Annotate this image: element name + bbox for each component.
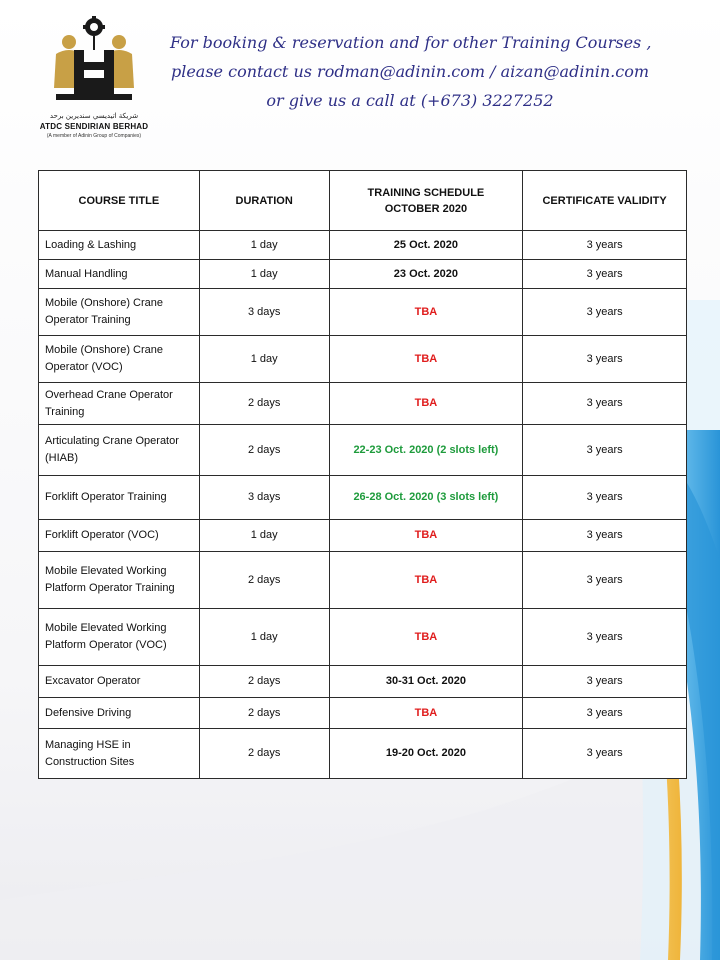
schedule-cell: 25 Oct. 2020 xyxy=(329,231,523,260)
duration-cell: 2 days xyxy=(199,666,329,698)
course-title-cell: Mobile Elevated Working Platform Operator (VOC) xyxy=(39,609,200,666)
duration-cell: 3 days xyxy=(199,476,329,520)
duration-cell: 2 days xyxy=(199,729,329,779)
validity-cell: 3 years xyxy=(523,336,687,383)
table-header-row xyxy=(39,171,687,231)
table-row xyxy=(39,666,687,698)
course-title-cell: Mobile (Onshore) Crane Operator (VOC) xyxy=(39,336,200,383)
validity-cell: 3 years xyxy=(523,666,687,698)
duration-cell: 1 day xyxy=(199,260,329,289)
validity-cell: 3 years xyxy=(523,425,687,476)
table-row xyxy=(39,698,687,729)
duration-cell: 1 day xyxy=(199,336,329,383)
table-row xyxy=(39,336,687,383)
course-title-cell: Forklift Operator (VOC) xyxy=(39,520,200,552)
validity-cell: 3 years xyxy=(523,289,687,336)
schedule-cell: 19-20 Oct. 2020 xyxy=(329,729,523,779)
schedule-cell: TBA xyxy=(329,289,523,336)
table-body xyxy=(39,231,687,779)
contact-line-1: For booking & reservation and for other Training Courses , xyxy=(170,33,652,52)
validity-cell: 3 years xyxy=(523,476,687,520)
contact-info xyxy=(170,28,650,115)
validity-cell: 3 years xyxy=(523,729,687,779)
course-schedule-table xyxy=(38,170,687,779)
schedule-cell: TBA xyxy=(329,609,523,666)
duration-cell: 1 day xyxy=(199,520,329,552)
schedule-cell: 26-28 Oct. 2020 (3 slots left) xyxy=(329,476,523,520)
logo-company-name: ATDC SENDIRIAN BERHAD xyxy=(39,122,149,131)
course-title-cell: Forklift Operator Training xyxy=(39,476,200,520)
course-title-cell: Articulating Crane Operator (HIAB) xyxy=(39,425,200,476)
course-title-cell: Overhead Crane Operator Training xyxy=(39,383,200,425)
logo-arabic-text: شريكة اتيديسي سنديرين برحد xyxy=(49,112,139,120)
table-row xyxy=(39,520,687,552)
schedule-cell: TBA xyxy=(329,520,523,552)
validity-cell: 3 years xyxy=(523,552,687,609)
duration-cell: 3 days xyxy=(199,289,329,336)
duration-cell: 2 days xyxy=(199,698,329,729)
validity-cell: 3 years xyxy=(523,260,687,289)
course-title-cell: Mobile Elevated Working Platform Operator Training xyxy=(39,552,200,609)
course-title-cell: Managing HSE in Construction Sites xyxy=(39,729,200,779)
course-title-cell: Loading & Lashing xyxy=(39,231,200,260)
validity-cell: 3 years xyxy=(523,231,687,260)
duration-cell: 1 day xyxy=(199,231,329,260)
duration-cell: 1 day xyxy=(199,609,329,666)
table-row xyxy=(39,476,687,520)
schedule-cell: TBA xyxy=(329,552,523,609)
table-row xyxy=(39,260,687,289)
validity-cell: 3 years xyxy=(523,383,687,425)
table-row xyxy=(39,383,687,425)
validity-cell: 3 years xyxy=(523,698,687,729)
duration-cell: 2 days xyxy=(199,552,329,609)
validity-cell: 3 years xyxy=(523,609,687,666)
contact-line-2: please contact us rodman@adinin.com / aizan@adinin.com xyxy=(170,62,650,81)
schedule-cell: TBA xyxy=(329,336,523,383)
contact-line-3: or give us a call at (+673) 3227252 xyxy=(266,91,554,110)
header-course-title: COURSE TITLE xyxy=(39,171,200,231)
atdc-crane-logo-icon xyxy=(32,16,156,112)
header-training-schedule xyxy=(329,171,523,231)
schedule-cell: 22-23 Oct. 2020 (2 slots left) xyxy=(329,425,523,476)
schedule-cell: TBA xyxy=(329,698,523,729)
header-schedule-line-2: OCTOBER 2020 xyxy=(384,202,468,215)
validity-cell: 3 years xyxy=(523,520,687,552)
header-duration: DURATION xyxy=(199,171,329,231)
header-schedule-line-1: TRAINING SCHEDULE xyxy=(367,186,485,199)
course-title-cell: Manual Handling xyxy=(39,260,200,289)
header-certificate-validity: CERTIFICATE VALIDITY xyxy=(523,171,687,231)
schedule-cell: 23 Oct. 2020 xyxy=(329,260,523,289)
duration-cell: 2 days xyxy=(199,383,329,425)
duration-cell: 2 days xyxy=(199,425,329,476)
table-row xyxy=(39,231,687,260)
course-title-cell: Excavator Operator xyxy=(39,666,200,698)
company-logo xyxy=(32,16,156,144)
course-title-cell: Defensive Driving xyxy=(39,698,200,729)
schedule-cell: 30-31 Oct. 2020 xyxy=(329,666,523,698)
logo-tagline: (A member of Adinin Group of Companies) xyxy=(46,133,142,139)
table-row xyxy=(39,729,687,779)
course-title-cell: Mobile (Onshore) Crane Operator Training xyxy=(39,289,200,336)
table-row xyxy=(39,289,687,336)
schedule-cell: TBA xyxy=(329,383,523,425)
table-row xyxy=(39,609,687,666)
table-row xyxy=(39,552,687,609)
table-row xyxy=(39,425,687,476)
